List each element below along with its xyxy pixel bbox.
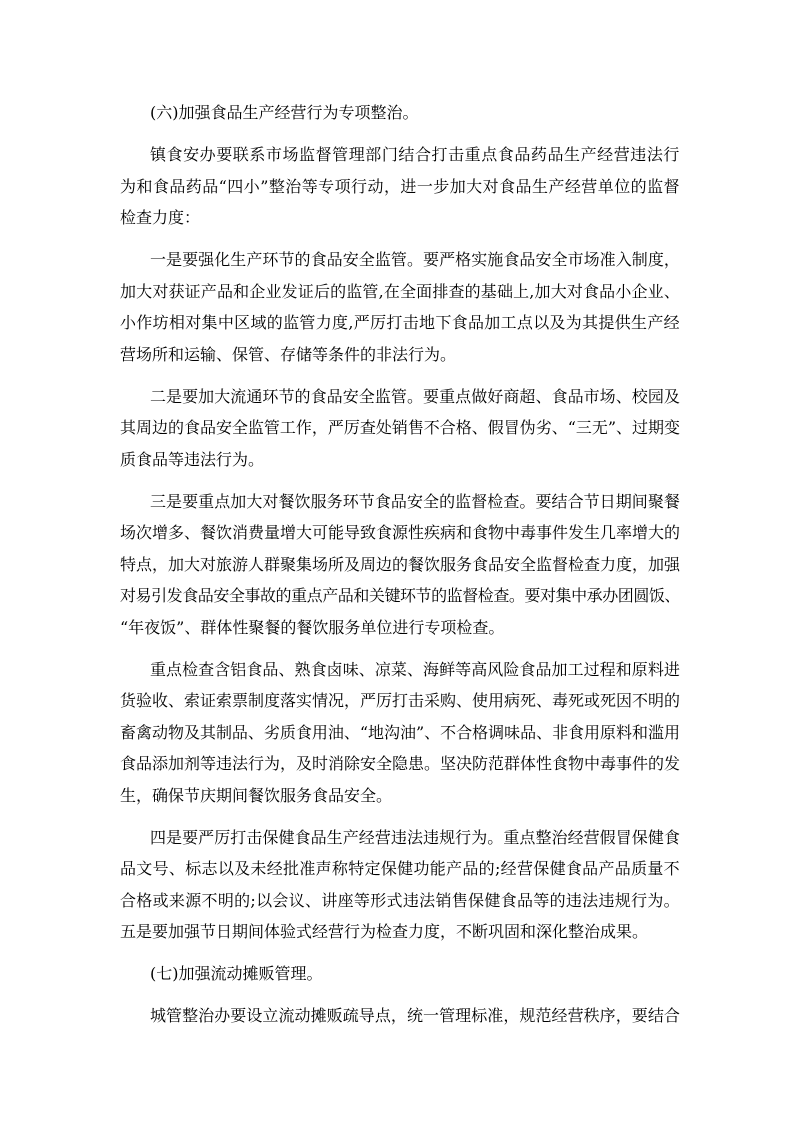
text-line: 为和食品药品“四小”整治等专项行动，进一步加大对食品生产经营单位的监督 [120, 176, 680, 196]
text-line: 城管整治办要设立流动摊贩疏导点，统一管理标准，规范经营秩序，要结合 [150, 1006, 680, 1025]
text-line: “年夜饭”、群体性聚餐的餐饮服务单位进行专项检查。 [120, 617, 505, 637]
text-line: 品文号、标志以及未经批准声称特定保健功能产品的;经营保健食品产品质量不 [120, 859, 680, 878]
text-line: 三是要重点加大对餐饮服务环节食品安全的监督检查。要结合节日期间聚餐 [150, 491, 680, 511]
text-line: 合格或来源不明的;以会议、讲座等形式违法销售保健食品等的违法违规行为。 [120, 890, 680, 910]
text-line: 重点检查含铝食品、熟食卤味、凉菜、海鲜等高风险食品加工过程和原料进 [150, 659, 680, 679]
text-line: 食品添加剂等违法行为，及时消除安全隐患。坚决防范群体性食物中毒事件的发 [120, 754, 680, 773]
section-heading-6 [120, 97, 680, 129]
paragraph-urban-management [120, 1000, 680, 1032]
text-line: 加大对获证产品和企业发证后的监管,在全面排查的基础上,加大对食品小企业、 [120, 281, 680, 301]
text-line: 生，确保节庆期间餐饮服务食品安全。 [120, 785, 393, 805]
text-line: 四是要严厉打击保健食品生产经营违法违规行为。重点整治经营假冒保健食 [150, 827, 680, 847]
text-line: 对易引发食品安全事故的重点产品和关键环节的监督检查。要对集中承办团圆饭、 [120, 586, 680, 605]
text-line: 营场所和运输、保管、存储等条件的非法行为。 [120, 344, 457, 364]
paragraph-item-2-circulation [120, 381, 680, 476]
text-line: 畜禽动物及其制品、劣质食用油、“地沟油”、不合格调味品、非食用原料和滥用 [120, 722, 680, 742]
paragraph-inspection-focus [120, 654, 680, 812]
text-line: 五是要加强节日期间体验式经营行为检查力度，不断巩固和深化整治成果。 [120, 922, 649, 941]
text-line: 检查力度： [120, 208, 201, 227]
text-line: 货验收、索证索票制度落实情况，严厉打击采购、使用病死、毒死或死因不明的 [120, 691, 680, 710]
text-line: (七)加强流动摊贩管理。 [150, 964, 323, 983]
paragraph-item-4-health-food [120, 822, 680, 948]
text-line: 一是要强化生产环节的食品安全监管。要严格实施食品安全市场准入制度， [150, 250, 680, 269]
paragraph-item-1-production [120, 244, 680, 370]
text-line: 镇食安办要联系市场监督管理部门结合打击重点食品药品生产经营违法行 [150, 145, 680, 164]
paragraph-item-3-catering [120, 486, 680, 644]
section-heading-7 [120, 958, 680, 990]
text-line: 二是要加大流通环节的食品安全监管。要重点做好商超、食品市场、校园及 [150, 386, 680, 406]
text-line: 小作坊相对集中区域的监管力度,严厉打击地下食品加工点以及为其提供生产经 [120, 313, 680, 332]
text-line: 其周边的食品安全监管工作，严厉查处销售不合格、假冒伪劣、“三无”、过期变 [120, 418, 680, 437]
text-line: (六)加强食品生产经营行为专项整治。 [150, 103, 419, 122]
text-line: 特点，加大对旅游人群聚集场所及周边的餐饮服务食品安全监督检查力度，加强 [120, 554, 680, 574]
text-line: 场次增多、餐饮消费量增大可能导致食源性疾病和食物中毒事件发生几率增大的 [120, 523, 680, 542]
text-line: 质食品等违法行为。 [120, 449, 265, 469]
paragraph-intro [120, 139, 680, 234]
document-body [120, 97, 680, 1032]
